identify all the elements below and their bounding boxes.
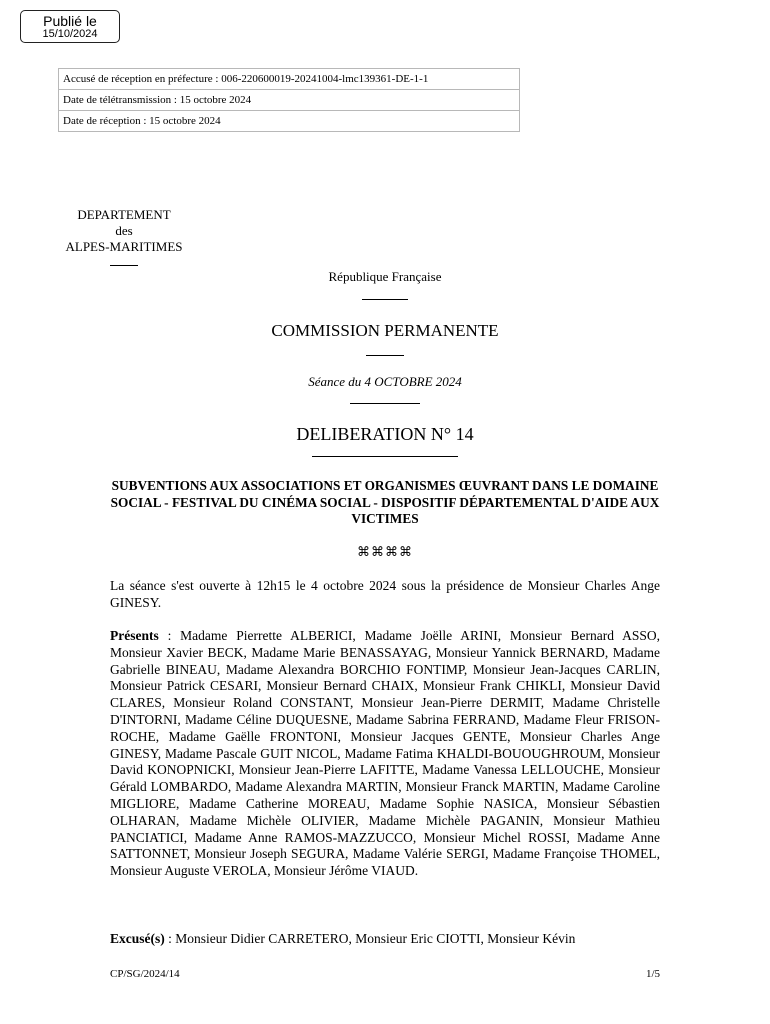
department-block: [56, 207, 192, 266]
seance-block: [0, 374, 770, 404]
stamp-title: Publié le: [43, 13, 97, 29]
presents-paragraph: [110, 628, 660, 880]
receipt-acknowledgement: Accusé de réception en préfecture : 006-220600019-20241004-lmc139361-DE-1-1: [59, 69, 520, 90]
receipt-row: [59, 111, 520, 132]
excuses-list: : Monsieur Didier CARRETERO, Monsieur Eric CIOTTI, Monsieur Kévin: [164, 931, 576, 946]
deliberation-title: DELIBERATION N° 14: [296, 424, 474, 444]
page-number: 1/5: [645, 968, 660, 980]
department-line3: ALPES-MARITIMES: [65, 239, 183, 254]
presents-list: : Madame Pierrette ALBERICI, Madame Joëlle ARINI, Monsieur Bernard ASSO, Monsieur Xavier BECK, Madame Marie BENASSAYAG, Monsieur Yannick BERNARD, Madame Gabrielle BINEAU, Madame Alexandra BORCHIO FONTIMP, Monsieur Jean-Jacques CARLIN, Monsieur Patrick CESARI, Monsieur Bernard CHAIX, Monsieur Frank CHIKLI, Monsieur David CLARES, Monsieur Roland CONSTANT, Monsieur Jean-Pierre DERMIT, Madame Christelle D'INTORNI, Madame Céline DUQUESNE, Madame Sabrina FERRAND, Madame Fleur FRISON-ROCHE, Madame Gaëlle FRONTONI, Monsieur Jacques GENTE, Monsieur Charles Ange GINESY, Madame Pascale GUIT NICOL, Madame Fatima KHALDI-BOUOUGHROUM, Monsieur David KONOPNICKI, Monsieur Jean-Pierre LAFITTE, Madame Vanessa LELLOUCHE, Monsieur Gérald LOMBARDO, Madame Alexandra MARTIN, Monsieur Franck MARTIN, Madame Caroline MIGLIORE, Madame Catherine MOREAU, Madame Sophie NASICA, Monsieur Sébastien OLHARAN, Madame Michèle OLIVIER, Madame Michèle PAGANIN, Monsieur Mathieu PANCIATICI, Madame Anne RAMOS-MAZZUCCO, Monsieur Michel ROSSI, Madame Anne SATTONNET, Monsieur Joseph SEGURA, Madame Valérie SERGI, Madame Françoise THOMEL, Monsieur Auguste VEROLA, Monsieur Jérôme VIAUD.: [110, 628, 660, 879]
receipt-row: [59, 69, 520, 90]
receipt-row: [59, 90, 520, 111]
receipt-table: [58, 68, 520, 132]
department-line2: des: [115, 223, 133, 238]
deliberation-divider: [312, 456, 458, 457]
seance-date: Séance du 4 OCTOBRE 2024: [308, 374, 462, 389]
republic-block: [0, 269, 770, 300]
department-line1: DEPARTEMENT: [77, 207, 171, 222]
presents-label: Présents: [110, 628, 159, 643]
published-stamp: [20, 10, 120, 43]
deliberation-subject: SUBVENTIONS AUX ASSOCIATIONS ET ORGANISMES ŒUVRANT DANS LE DOMAINE SOCIAL - FESTIVAL DU CINÉMA SOCIAL - DISPOSITIF DÉPARTEMENTAL D'AIDE AUX VICTIMES: [110, 478, 660, 526]
department-divider: [110, 265, 138, 266]
commission-divider: [366, 355, 404, 356]
republic-divider: [362, 299, 408, 300]
footer-reference: CP/SG/2024/14: [110, 968, 180, 980]
deliberation-block: [0, 424, 770, 457]
separator-symbols: ⌘⌘⌘⌘: [357, 544, 413, 559]
seance-divider: [350, 403, 420, 404]
republic-heading: République Française: [328, 269, 442, 284]
opening-paragraph: La séance s'est ouverte à 12h15 le 4 octobre 2024 sous la présidence de Monsieur Charles Ange GINESY.: [110, 578, 660, 610]
commission-block: [0, 321, 770, 356]
stamp-date: 15/10/2024: [42, 28, 98, 40]
receipt-reception-date: Date de réception : 15 octobre 2024: [59, 111, 520, 132]
commission-title: COMMISSION PERMANENTE: [271, 321, 499, 340]
excuses-paragraph: [110, 931, 660, 948]
page-footer: [110, 968, 660, 980]
receipt-transmission-date: Date de télétransmission : 15 octobre 2024: [59, 90, 520, 111]
excuses-label: Excusé(s): [110, 931, 165, 946]
